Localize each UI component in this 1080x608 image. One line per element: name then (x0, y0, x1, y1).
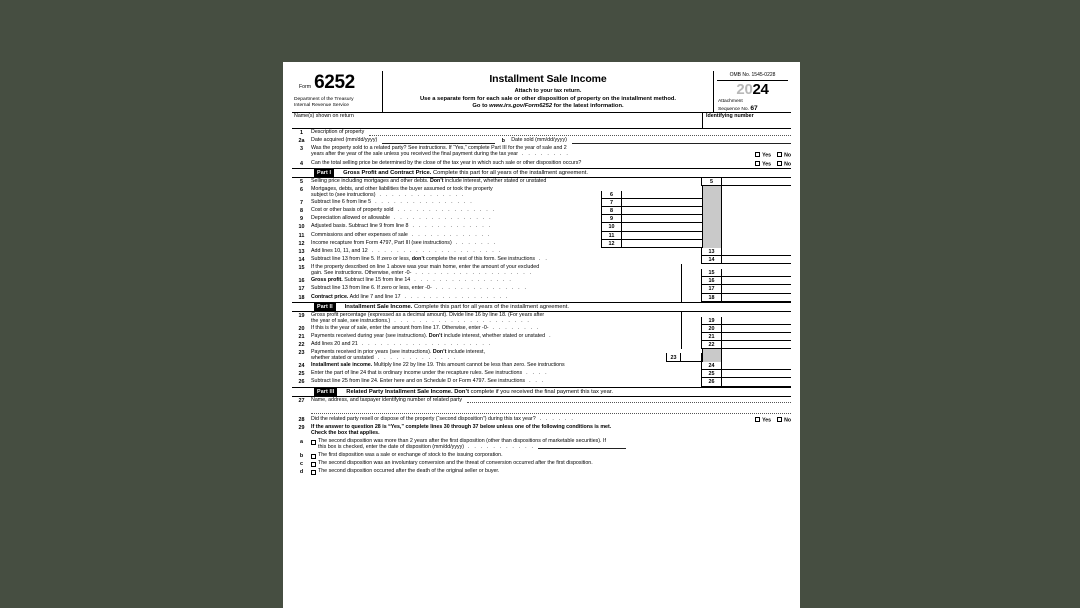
line-7-amount-input[interactable] (622, 199, 702, 207)
attachment-label: Attachment (718, 98, 743, 104)
line-23-text-line-2: whether stated or unstated (311, 355, 374, 362)
gray-gutter-10 (702, 223, 722, 231)
part-1-body (292, 178, 791, 302)
line-13-row (292, 248, 791, 256)
line-28-no-checkbox[interactable] (777, 417, 782, 422)
line-3-leader-dots: . . . . . . . . (522, 151, 570, 158)
line-7-outer-blank (722, 199, 791, 207)
gray-gutter-9 (702, 215, 722, 223)
line-24-number: 24 (298, 362, 305, 369)
line-2b-number: b (501, 138, 505, 145)
part-1-title-rest: Complete this part for all years of the installment agreement. (432, 169, 588, 176)
line-19-row (292, 312, 791, 325)
line-16-outer-number: 16 (701, 277, 722, 285)
line-19-amount-input[interactable] (722, 317, 791, 325)
gray-gutter-12 (702, 240, 722, 248)
line-28-no-label: No (784, 417, 791, 424)
line-12-inner-number: 12 (601, 240, 622, 248)
line-3-text (311, 145, 791, 159)
line-10-inner-number: 10 (601, 223, 622, 231)
line-28-yes-label: Yes (762, 417, 772, 424)
line-20-row (292, 325, 791, 333)
part-3-header (292, 387, 791, 397)
line-15-leader-dots: . . . . . . . . . . . . . . . . . . . (415, 270, 533, 277)
line-27-input[interactable] (467, 402, 791, 403)
line-10-label: Adjusted basis. Subtract line 9 from line 8 (311, 223, 409, 230)
option-d-checkbox[interactable] (311, 470, 316, 475)
line-21-gutter (681, 333, 701, 341)
line-6-outer-blank (722, 186, 791, 199)
part-2-title-rest: Complete this part for all years of the installment agreement. (413, 303, 569, 310)
line-15-gutter (681, 264, 701, 277)
line-10-row (292, 223, 791, 231)
line-3-text-line-1: Was the property sold to a related party? See instructions. If “Yes,” complete Part III for the year of sale and 2 (311, 145, 567, 152)
line-22-leader-dots: . . . . . . . . . . . . . . . . . . . . . (361, 340, 492, 347)
sequence-number: 67 (750, 104, 758, 112)
line-2a-label: Date acquired (mm/dd/yyyy) (311, 137, 378, 144)
option-a-letter: a (300, 439, 303, 446)
line-5-outer-number: 5 (701, 178, 722, 186)
line-25-label: Enter the part of line 24 that is ordinary income under the recapture rules. See instructions (311, 370, 523, 377)
line-7-label: Subtract line 6 from line 5 (311, 198, 372, 205)
line-26-label: Subtract line 25 from line 24. Enter here and on Schedule D or Form 4797. See instructions (311, 378, 526, 385)
line-17-number: 17 (298, 286, 305, 293)
line-3-no-checkbox[interactable] (777, 152, 782, 157)
line-25-row (292, 370, 791, 378)
names-field[interactable] (292, 113, 703, 128)
line-11-number: 11 (298, 232, 305, 239)
taxpayer-identity-row (292, 113, 791, 129)
line-3-yes-checkbox[interactable] (755, 152, 760, 157)
line-10-outer-blank (722, 223, 791, 231)
line-16-leader-dots: . . . . . . . . . . . . . . . . (414, 277, 513, 284)
line-26-row (292, 378, 791, 386)
line-9-row (292, 215, 791, 223)
form-id-block (292, 71, 383, 112)
line-25-amount-input[interactable] (722, 370, 791, 378)
url-prefix: Go to (472, 103, 490, 110)
line-12-number: 12 (298, 240, 305, 247)
part-2-title (345, 304, 569, 310)
form-content (292, 71, 791, 475)
line-4-label: Can the total selling price be determined by the close of the tax year in which such sale or other disposition occurs? (311, 159, 582, 166)
line-15-text-line-2: gain. See instructions. Otherwise, enter -0- (311, 270, 412, 277)
line-13-amount-input[interactable] (722, 248, 791, 256)
line-26-gutter (681, 378, 701, 386)
option-d-row (292, 468, 791, 475)
form-number: 6252 (314, 72, 355, 93)
gray-gutter-7 (702, 199, 722, 207)
option-b-text: The first disposition was a sale or exchange of stock to the issuing corporation. (318, 451, 503, 458)
part-2-body (292, 312, 791, 387)
line-18-leader-dots: . . . . . . . . . . . . . . . . . (404, 293, 510, 300)
line-26-amount-input[interactable] (722, 378, 791, 386)
line-3-text-line-2: years after the year of the sale unless you received the final payment during the tax year (311, 151, 518, 158)
form-header (292, 71, 791, 113)
line-28-label: Did the related party resell or dispose of the property (“second disposition”) during this tax year? (311, 415, 536, 422)
tax-year (714, 82, 791, 98)
line-3-yes-label: Yes (762, 152, 772, 159)
line-17-amount-input[interactable] (722, 285, 791, 293)
line-14-amount-input[interactable] (722, 256, 791, 264)
line-23-text-pre: Payments received in prior years (see instructions). (311, 349, 433, 356)
line-23-number: 23 (298, 350, 305, 357)
line-8-leader-dots: . . . . . . . . . . . . . . . . (397, 207, 496, 214)
line-17-leader-dots: . . . . . . . . . . . . . . . (435, 285, 528, 292)
line-23-text-post: include interest, (446, 349, 485, 356)
form-word-label: Form (299, 84, 312, 90)
line-29-text-line-1: If the answer to question 28 is “Yes,” complete lines 30 through 37 below unless one of the following conditions is met. (311, 423, 612, 430)
line-10-number: 10 (298, 224, 305, 231)
line-23-amount-input[interactable] (681, 353, 702, 362)
line-9-number: 9 (300, 216, 303, 223)
line-21-text-pre: Payments received during year (see instructions). (311, 332, 429, 339)
line-12-leader-dots: . . . . . . . (455, 239, 497, 246)
line-16-bold-lead: Gross profit. (311, 277, 343, 284)
line-20-label: If this is the year of sale, enter the amount from line 17. Otherwise, enter -0- (311, 324, 489, 331)
part-1-header (292, 168, 791, 178)
option-b-letter: b (299, 452, 304, 459)
line-6-leader-dots: . . . . . . . . . . . . . . (379, 191, 466, 198)
gray-gutter-11 (702, 232, 722, 240)
line-22-gutter (681, 341, 701, 349)
names-label: Name(s) shown on return (294, 113, 354, 119)
line-15-text-line-1: If the property described on line 1 above was your main home, enter the amount of your excluded (311, 264, 540, 271)
line-1-row (292, 129, 791, 137)
line-14-text-pre: Subtract line 13 from line 5. If zero or less, (311, 256, 412, 263)
line-7-leader-dots: . . . . . . . . . . . . . . . . (375, 198, 474, 205)
line-26-leader-dots: . . . (529, 378, 545, 385)
tax-year-short: 24 (752, 81, 769, 99)
line-14-gutter (681, 256, 701, 264)
part-3-title-bold: Related Party Installment Sale Income. Don’t (346, 388, 470, 395)
line-6-number: 6 (300, 186, 303, 193)
irs-form-url[interactable]: www.irs.gov/Form6252 (489, 103, 553, 110)
line-25-gutter (681, 370, 701, 378)
line-7-row (292, 199, 791, 207)
line-11-outer-blank (722, 232, 791, 240)
form-page (283, 62, 800, 608)
line-20-leader-dots: . . . . . . . . (492, 324, 541, 331)
line-24-label: Multiply line 22 by line 19. This amount cannot be less than zero. See instructions (372, 361, 565, 368)
line-11-row (292, 232, 791, 240)
line-11-amount-input[interactable] (622, 232, 702, 240)
line-21-row (292, 333, 791, 341)
line-6-text-line-1: Mortgages, debts, and other liabilities the buyer assumed or took the property (311, 185, 493, 192)
line-18-bold-lead: Contract price. (311, 293, 349, 300)
line-3-no-label: No (784, 152, 791, 159)
line-9-label: Depreciation allowed or allowable (311, 215, 390, 222)
agency-line-1: Department of the Treasury (294, 96, 354, 102)
identifying-number-field[interactable] (703, 113, 791, 128)
line-13-leader-dots: . . . . . . . . . . . . . . . . . . . . . (371, 247, 502, 254)
line-22-number: 22 (298, 341, 305, 348)
line-29-number: 29 (298, 424, 305, 431)
line-13-outer-number: 13 (701, 248, 722, 256)
identifying-number-label: Identifying number (706, 113, 754, 119)
separate-form-instruction: Use a separate form for each sale or other disposition of property on the installment method. (419, 96, 677, 102)
line-4-yes-label: Yes (762, 161, 772, 168)
line-18-outer-number: 18 (701, 294, 722, 302)
line-14-leader-dots: . . (539, 256, 549, 263)
gray-gutter-23 (702, 349, 722, 362)
line-8-label: Cost or other basis of property sold (311, 207, 394, 214)
line-4-no-checkbox[interactable] (777, 161, 782, 166)
line-26-outer-number: 26 (701, 378, 722, 386)
part-1-title (343, 170, 588, 176)
line-19-leader-dots: . . . . . . . . . . . . . . . . . . . . . . (394, 317, 531, 324)
line-20-number: 20 (298, 325, 305, 332)
option-a-row (292, 438, 791, 451)
line-12-outer-blank (722, 240, 791, 248)
line-18-row (292, 294, 791, 302)
line-16-amount-input[interactable] (722, 277, 791, 285)
line-18-number: 18 (298, 294, 305, 301)
line-5-gutter (681, 178, 701, 186)
line-3-yes-option[interactable] (755, 152, 771, 159)
line-19-number: 19 (298, 312, 305, 319)
line-1-label: Description of property (311, 129, 365, 135)
line-20-amount-input[interactable] (722, 325, 791, 333)
line-6-inner-number: 6 (601, 191, 622, 199)
line-8-inner-number: 8 (601, 207, 622, 215)
line-23-leader-dots: . . . . . . . . . . . . . (377, 355, 458, 362)
line-9-outer-blank (722, 215, 791, 223)
line-4-yes-checkbox[interactable] (755, 161, 760, 166)
line-14-text-post: complete the rest of this form. See instructions (424, 256, 536, 263)
line-4-no-label: No (784, 161, 791, 168)
line-18-amount-input[interactable] (722, 294, 791, 302)
irs-url-instruction (383, 103, 713, 109)
line-13-label: Add lines 10, 11, and 12 (311, 247, 368, 254)
line-12-label: Income recapture from Form 4797, Part III (see instructions) (311, 239, 452, 246)
line-9-amount-input[interactable] (622, 215, 702, 223)
option-c-checkbox[interactable] (311, 462, 316, 467)
line-10-amount-input[interactable] (622, 223, 702, 231)
line-27-label: Name, address, and taxpayer identifying number of related party (311, 396, 463, 403)
line-21-outer-number: 21 (701, 333, 722, 341)
option-a-checkbox[interactable] (311, 440, 316, 445)
gray-gutter-6 (702, 186, 722, 199)
line-24-amount-input[interactable] (722, 362, 791, 370)
line-23-text-bold: Don’t (432, 349, 447, 356)
line-17-label: Subtract line 13 from line 6. If zero or less, enter -0- (311, 285, 432, 292)
line-17-gutter (681, 285, 701, 293)
line-14-number: 14 (298, 257, 305, 264)
part-3-title-rest: complete if you received the final payment this tax year. (469, 388, 614, 395)
line-8-number: 8 (300, 208, 303, 215)
line-1-number: 1 (300, 130, 303, 136)
tax-year-century: 20 (736, 81, 753, 99)
line-4-no-option[interactable] (777, 161, 791, 168)
line-5-number: 5 (300, 178, 303, 185)
line-7-number: 7 (300, 199, 303, 206)
gray-gutter-8 (702, 207, 722, 215)
option-a-text-line-1: The second disposition was more than 2 years after the first disposition (other than dispositions of marketable securities). If (318, 438, 606, 445)
line-5-row (292, 178, 791, 186)
line-29-row (292, 424, 791, 437)
line-3-number: 3 (300, 146, 303, 153)
line-21-number: 21 (298, 333, 305, 340)
attach-instruction: Attach to your tax return. (514, 88, 582, 95)
option-d-letter: d (299, 469, 304, 476)
line-19-text-line-2: the year of sale, see instructions.) (311, 317, 391, 324)
line-13-number: 13 (298, 248, 305, 255)
line-10-leader-dots: . . . . . . . . . . . . . (412, 223, 492, 230)
line-24-gutter (681, 362, 701, 370)
line-22-row (292, 341, 791, 349)
option-d-text: The second disposition occurred after the death of the original seller or buyer. (318, 468, 500, 475)
sequence-label: Sequence No. (718, 106, 749, 112)
line-12-amount-input[interactable] (622, 240, 702, 248)
line-21-leader-dots: . (549, 332, 553, 339)
url-suffix: for the latest information. (552, 103, 624, 110)
line-28-row (292, 416, 791, 424)
line-9-inner-number: 9 (601, 215, 622, 223)
line-14-row (292, 256, 791, 264)
option-a-leader-dots: . . . . . . . . . . . (468, 444, 535, 450)
line-2b-input[interactable] (572, 143, 791, 144)
line-8-amount-input[interactable] (622, 207, 702, 215)
part-2-header (292, 302, 791, 312)
line-25-leader-dots: . . . . (526, 370, 549, 377)
line-14-outer-number: 14 (701, 256, 722, 264)
line-28-number: 28 (298, 416, 305, 423)
line-2-row (292, 137, 791, 145)
line-16-number: 16 (298, 278, 305, 285)
option-b-row (292, 452, 791, 459)
line-15-outer-number: 15 (701, 269, 722, 277)
line-22-amount-input[interactable] (722, 341, 791, 349)
line-24-row (292, 362, 791, 370)
line-5-label (311, 178, 681, 186)
line-9-leader-dots: . . . . . . . . . . . . . . . . (393, 215, 493, 222)
line-5-text-bold: Don’t (429, 177, 444, 184)
omb-block (713, 71, 791, 112)
line-22-outer-number: 22 (701, 341, 722, 349)
agency-line-2: Internal Revenue Service (294, 102, 349, 108)
line-16-gutter (681, 277, 701, 285)
line-15-amount-input[interactable] (722, 269, 791, 277)
line-2a-number: 2a (298, 138, 305, 145)
option-c-text: The second disposition was an involuntary conversion and the threat of conversion occurred after the first disposition. (318, 460, 593, 467)
form-title-block (383, 71, 713, 112)
part-1-label: Part I (314, 169, 334, 177)
option-a-date-input[interactable] (538, 448, 626, 449)
line-5-text-pre: Selling price including mortgages and other debts. (311, 177, 430, 184)
line-23-outer-blank (722, 349, 791, 362)
line-24-outer-number: 24 (701, 362, 722, 370)
option-c-letter: c (300, 461, 303, 468)
line-17-row (292, 285, 791, 293)
line-19-outer-number: 19 (701, 317, 722, 325)
line-23-row (292, 349, 791, 362)
line-21-text-post: include interest, whether stated or unstated (442, 332, 546, 339)
line-11-inner-number: 11 (601, 232, 622, 240)
line-8-outer-blank (722, 207, 791, 215)
part-2-label: Part II (314, 303, 336, 311)
line-18-label: Add line 7 and line 17 (348, 293, 401, 300)
line-27-row (292, 397, 791, 413)
line-5-amount-input[interactable] (722, 178, 791, 186)
line-23-inner-number: 23 (666, 353, 681, 362)
line-6-row (292, 186, 791, 199)
line-14-text-bold: don’t (411, 256, 425, 263)
part-3-title (346, 389, 613, 395)
line-20-outer-number: 20 (701, 325, 722, 333)
line-22-label: Add lines 20 and 21 (311, 340, 358, 347)
line-15-number: 15 (298, 265, 305, 272)
line-24-bold-lead: Installment sale income. (311, 361, 373, 368)
line-16-label: Subtract line 15 from line 14 (342, 277, 411, 284)
line-2b-label: Date sold (mm/dd/yyyy) (511, 137, 567, 144)
line-27-second-input[interactable] (311, 413, 791, 414)
line-28-leader-dots: . . . . . . (539, 415, 575, 422)
line-16-row (292, 277, 791, 285)
omb-number: OMB No. 1545-0228 (729, 72, 776, 78)
part-3-label: Part III (314, 388, 337, 396)
line-12-row (292, 240, 791, 248)
attachment-sequence (714, 99, 791, 113)
page-title: Installment Sale Income (489, 73, 607, 85)
option-a-text-line-2: this box is checked, enter the date of disposition (mm/dd/yyyy) (318, 444, 465, 450)
line-8-row (292, 207, 791, 215)
line-21-text-bold: Don’t (428, 332, 443, 339)
issuing-agency (294, 97, 354, 109)
line-28-yes-checkbox[interactable] (755, 417, 760, 422)
line-19-gutter (681, 312, 701, 325)
line-6-text-line-2: subject to (see instructions) (311, 191, 376, 198)
line-20-gutter (681, 325, 701, 333)
option-b-checkbox[interactable] (311, 454, 316, 459)
line-4-row (292, 160, 791, 168)
option-c-row (292, 460, 791, 467)
line-1-input[interactable] (369, 135, 791, 136)
line-7-inner-number: 7 (601, 199, 622, 207)
line-2a-input[interactable] (382, 143, 495, 144)
line-21-amount-input[interactable] (722, 333, 791, 341)
line-4-yes-option[interactable] (755, 161, 771, 168)
part-2-title-bold: Installment Sale Income. (344, 303, 413, 310)
part-1-title-bold: Gross Profit and Contract Price. (343, 169, 432, 176)
line-26-number: 26 (298, 379, 305, 386)
line-11-leader-dots: . . . . . . . . . . . . . (411, 231, 492, 238)
line-4-number: 4 (300, 160, 303, 167)
line-29-text-line-2: Check the box that applies. (311, 429, 380, 436)
line-17-outer-number: 17 (701, 285, 722, 293)
line-13-gutter (681, 248, 701, 256)
line-11-label: Commissions and other expenses of sale (311, 231, 408, 238)
line-3-row (292, 145, 791, 159)
line-18-gutter (681, 294, 701, 302)
line-25-number: 25 (298, 371, 305, 378)
line-3-no-option[interactable] (777, 152, 791, 159)
line-25-outer-number: 25 (701, 370, 722, 378)
line-5-text-post: include interest, whether stated or unstated (443, 177, 547, 184)
line-27-number: 27 (298, 397, 305, 404)
line-15-row (292, 264, 791, 277)
line-19-text-line-1: Gross profit percentage (expressed as a decimal amount). Divide line 16 by line 18. (For years after (311, 311, 545, 318)
line-6-amount-input[interactable] (622, 191, 702, 199)
